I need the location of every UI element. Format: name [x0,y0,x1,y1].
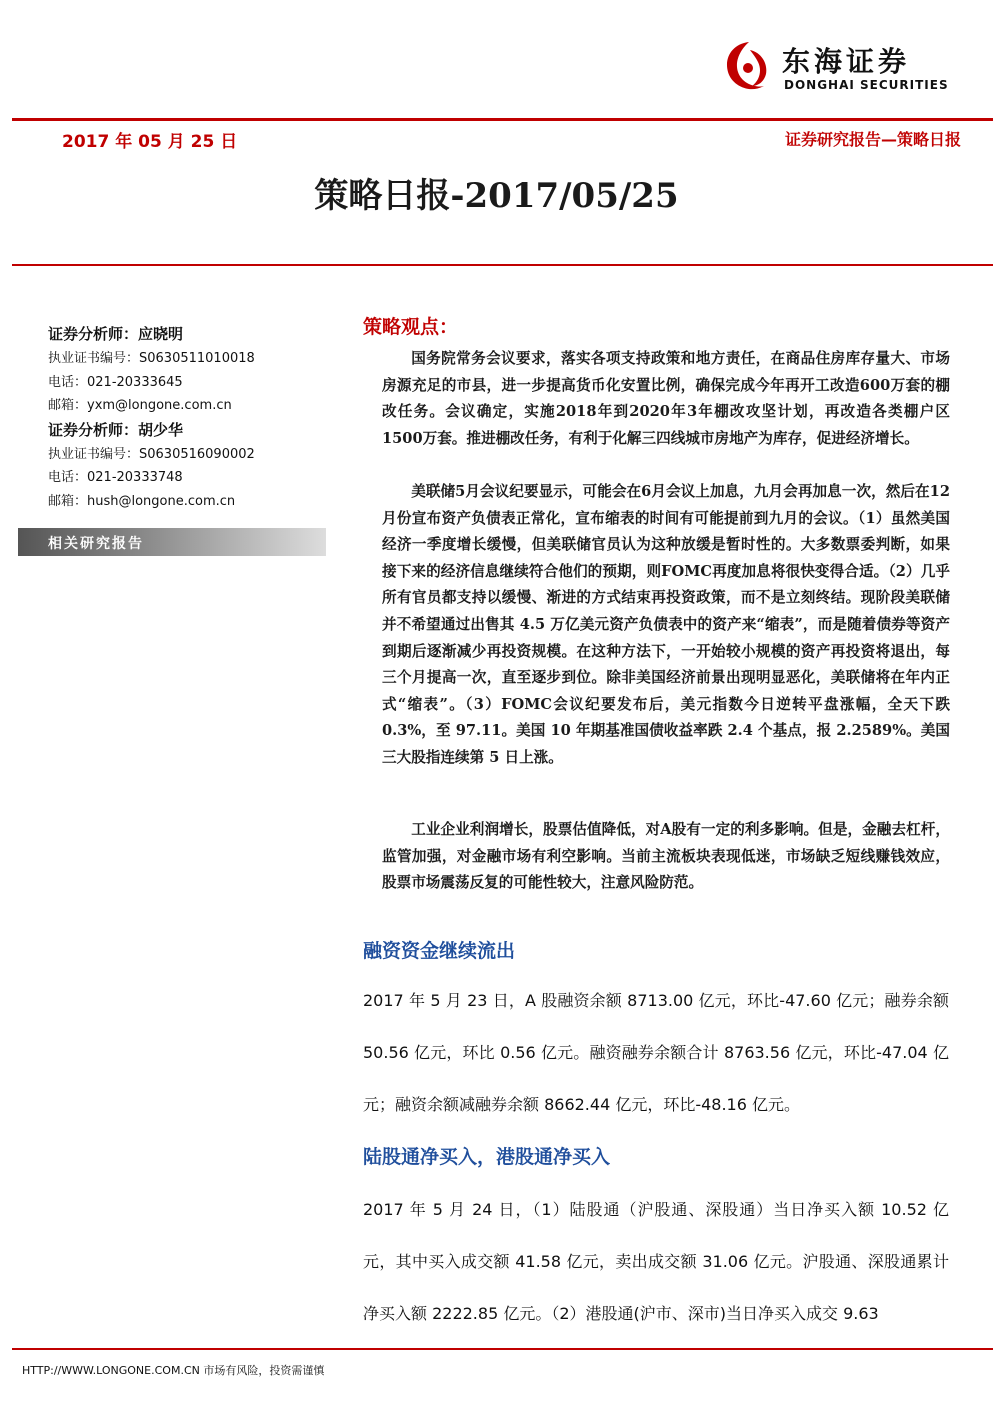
analyst-2-cert: 执业证书编号：S0630516090002 [48,446,255,462]
brand-logo [720,38,970,98]
connect-text: 2017 年 5 月 24 日，（1）陆股通（沪股通、深股通）当日净买入额 10.52 亿元，其中买入成交额 41.58 亿元，卖出成交额 31.06 亿元。沪股通、深股通累计净买入额 2222.85 亿元。（2）港股通(沪市、深市)当日净买入成交 9.63 [363,1200,949,1323]
analyst-1-phone: 电话：021-20333645 [48,374,183,390]
related-reports-banner [18,528,326,556]
report-type: 证券研究报告—策略日报 [784,130,961,149]
analyst-2-email[interactable]: 邮箱：hush@longone.com.cn [48,493,236,509]
donghai-logo-icon [720,38,778,96]
header-divider [12,118,993,121]
strategy-paragraph-1: 国务院常务会议要求，落实各项支持政策和地方责任，在商品住房库存量大、市场房源充足的市县，进一步提高货币化安置比例，确保完成今年再开工改造600万套的棚改任务。会议确定，实施2018年到2020年3年棚改攻坚计划，再改造各类棚户区1500万套。推进棚改任务，有利于化解三四线城市房地产为库存，促进经济增长。 [382,350,950,447]
strategy-paragraph-3: 工业企业利润增长，股票估值降低，对A股有一定的利多影响。但是，金融去杠杆，监管加强，对金融市场有利空影响。当前主流板块表现低迷，市场缺乏短线赚钱效应，股票市场震荡反复的可能性较大，注意风险防范。 [382,821,950,892]
footer-divider [12,1348,993,1350]
financing-heading: 融资资金继续流出 [363,940,516,962]
analyst-1-email[interactable]: 邮箱：yxm@longone.com.cn [48,398,232,413]
brand-name-cn: 东海证券 [782,45,911,78]
analyst-1-cert: 执业证书编号：S0630511010018 [48,351,255,366]
footer-url[interactable]: HTTP://WWW.LONGONE.COM.CN [22,1364,200,1377]
related-reports-label: 相关研究报告 [48,536,144,552]
analyst-sidebar [48,322,338,513]
page-title: 策略日报-2017/05/25 [314,176,679,216]
footer [22,1362,324,1378]
analyst-2-phone: 电话：021-20333748 [48,470,183,485]
footer-disclaimer: 市场有风险，投资需谨慎 [203,1364,325,1377]
connect-heading: 陆股通净买入，港股通净买入 [363,1146,611,1168]
title-divider [12,264,993,266]
analyst-1-title: 证券分析师：应晓明 [48,325,184,343]
brand-name-en: DONGHAI SECURITIES [784,78,949,92]
report-date: 2017 年 05 月 25 日 [62,132,238,152]
analyst-2-title: 证券分析师：胡少华 [48,420,184,439]
strategy-heading: 策略观点： [363,316,459,338]
strategy-paragraph-2: 美联储5月会议纪要显示，可能会在6月会议上加息，九月会再加息一次，然后在12月份宣布资产负债表正常化，宣布缩表的时间有可能提前到九月的会议。（1）虽然美国经济一季度增长缓慢，但美联储官员认为这种放缓是暂时性的。大多数票委判断，如果接下来的经济信息继续符合他们的预期，则FOMC再度加息将很快变得合适。（2）几乎所有官员都支持以缓慢、渐进的方式结束再投资政策，而不是立刻终结。现阶段美联储并不希望通过出售其 4.5 万亿美元资产负债表中的资产来“缩表”，而是随着债券等资产到期后逐渐减少再投资规模。在这种方法下，一开始较小规模的资产再投资将退出，每三个月提高一次，直至逐步到位。除非美国经济前景出现明显恶化，美联储将在年内正式“缩表”。（3）FOMC会议纪要发布后，美元指数今日逆转平盘涨幅，全天下跌 0.3%，至 97.11。美国 10 年期基准国债收益率跌 2.4 个基点，报 2.2589%。美国三大股指连续第 5 日上涨。 [382,483,950,766]
financing-text: 2017 年 5 月 23 日，A 股融资余额 8713.00 亿元，环比-47.60 亿元；融券余额 50.56 亿元，环比 0.56 亿元。融资融券余额合计 8763.56 亿元，环比-47.04 亿元；融资余额减融券余额 8662.44 亿元，环比-48.16 亿元。 [363,991,949,1114]
